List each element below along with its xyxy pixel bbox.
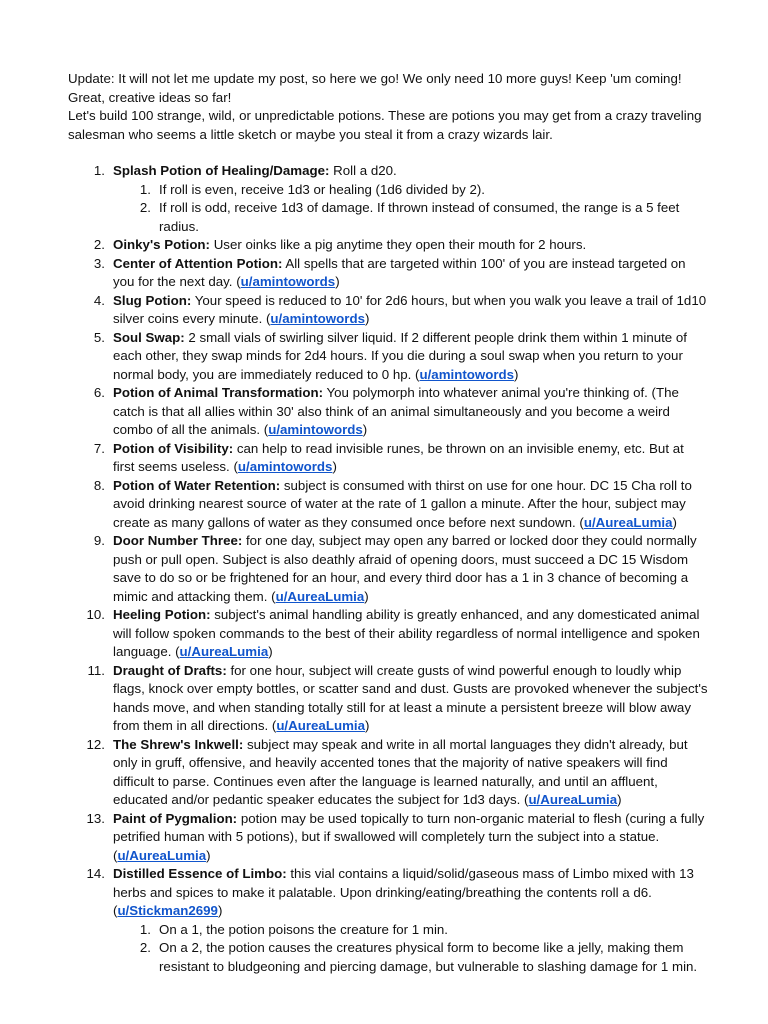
potion-description: this vial contains a liquid/solid/gaseous mass of Limbo mixed with 13 herbs and spices to make it palatable. Upon drinking/eating/breathing the contents roll a d6. ( xyxy=(113,866,694,918)
potion-title: Paint of Pygmalion: xyxy=(113,810,238,826)
sub-list-item xyxy=(113,199,708,236)
potion-title: Potion of Water Retention: xyxy=(113,477,281,493)
sub-list-text: On a 2, the potion causes the creatures physical form to become like a jelly, making them resistant to bludgeoning and piercing damage, but vulnerable to slashing damage for 1 min. xyxy=(159,940,698,974)
closing-paren: ) xyxy=(364,718,370,733)
potion-item xyxy=(68,810,708,866)
potion-item xyxy=(68,236,708,255)
list-number: 9. xyxy=(93,533,105,548)
potion-title: Center of Attention Potion: xyxy=(113,255,283,271)
potion-description: for one day, subject may open any barred or locked door they could normally push or pull open. Subject is also deathly afraid of opening doors, must succeed a DC 15 Wisdom save to do so or be frightened for an hour, and every third door has a 1 in 3 chance of becoming a mimic and attacking them. ( xyxy=(113,533,697,604)
list-number: 8. xyxy=(93,477,105,493)
intro-update-line: Update: It will not let me update my post, so here we go! We only need 10 more guys! Keep 'um coming! Great, creative ideas so far! xyxy=(68,71,682,105)
potion-description: Roll a d20. xyxy=(329,163,397,178)
potion-title: Door Number Three: xyxy=(113,533,243,548)
potion-title: Potion of Visibility: xyxy=(113,440,234,456)
potion-description: subject's animal handling ability is greatly enhanced, and any domesticated animal will follow spoken commands to the best of their ability regardless of normal intelligence and spoken language. ( xyxy=(113,607,700,659)
potion-item xyxy=(68,736,708,810)
potion-list xyxy=(68,162,708,976)
closing-paren: ) xyxy=(362,422,368,437)
list-number: 12. xyxy=(86,736,105,752)
potion-description: Your speed is reduced to 10' for 2d6 hours, but when you walk you leave a trail of 1d10 silver coins every minute. ( xyxy=(113,292,707,326)
closing-paren: ) xyxy=(335,274,340,289)
list-number: 7. xyxy=(93,440,105,456)
potion-item xyxy=(68,477,708,533)
list-number: 11. xyxy=(87,662,105,678)
username-link[interactable]: u/AureaLumia xyxy=(276,718,365,733)
sub-list xyxy=(113,181,708,237)
potion-description: subject may speak and write in all mortal languages they didn't already, but only in gruff, offensive, and heavily accented tones that the majority of native speakers will find difficult to parse. Continues even after the language is learned naturally, and until an affluent, educated and/or pedantic speaker educates the subject for 1d3 days. ( xyxy=(113,736,688,807)
potion-title: Draught of Drafts: xyxy=(113,662,227,678)
potion-item xyxy=(68,662,708,736)
sub-list-item xyxy=(113,939,708,976)
list-number: 5. xyxy=(93,329,105,345)
sub-list-number: 1. xyxy=(139,921,151,937)
sub-list-number: 2. xyxy=(139,940,151,955)
username-link[interactable]: u/AureaLumia xyxy=(583,514,673,530)
list-number: 4. xyxy=(93,292,105,308)
username-link[interactable]: u/AureaLumia xyxy=(275,588,365,604)
potion-description: for one hour, subject will create gusts of wind powerful enough to loudly whip flags, knock over empty bottles, or scatter sand and dust. Gusts are provoked whenever the subject's hands move, and when standing totally still for at least a minute a persistent breeze will blow away from them in all directions. ( xyxy=(113,662,708,733)
potion-description: All spells that are targeted within 100' of you are instead targeted on you for the next day. ( xyxy=(113,255,686,289)
closing-paren: ) xyxy=(268,644,273,659)
potion-title: Potion of Animal Transformation: xyxy=(113,385,324,400)
closing-paren: ) xyxy=(332,459,337,474)
potion-item xyxy=(68,255,708,292)
closing-paren: ) xyxy=(364,311,370,326)
potion-title: The Shrew's Inkwell: xyxy=(113,736,244,752)
sub-list-text: If roll is odd, receive 1d3 of damage. If thrown instead of consumed, the range is a 5 feet radius. xyxy=(159,200,680,234)
potion-item xyxy=(68,329,708,385)
potion-item xyxy=(68,865,708,976)
potion-description: 2 small vials of swirling silver liquid. If 2 different people drink them within 1 minute of each other, they swap minds for 2d4 hours. If you die during a soul swap when you return to your normal body, you are immediately reduced to 0 hp. ( xyxy=(113,329,687,382)
potion-title: Oinky's Potion: xyxy=(113,237,210,252)
potion-item xyxy=(68,292,708,329)
closing-paren: ) xyxy=(617,792,622,807)
username-link[interactable]: u/Stickman2699 xyxy=(117,903,218,918)
sub-list-item xyxy=(113,921,708,940)
potion-description: can help to read invisible runes, be thrown on an invisible enemy, etc. But at first seems useless. ( xyxy=(113,440,684,474)
potion-item xyxy=(68,440,708,477)
potion-title: Distilled Essence of Limbo: xyxy=(113,866,287,881)
potion-description: subject is consumed with thirst on use for one hour. DC 15 Cha roll to avoid drinking nearest source of water at the rate of 1 gallon a minute. After the hour, subject may create as many gallons of water as they consumed once before next sundown. ( xyxy=(113,477,692,530)
potion-description: You polymorph into whatever animal you're thinking of. (The catch is that all allies within 30' also think of an animal simultaneously and you become a weird combo of all the animals. ( xyxy=(113,385,679,437)
list-number: 1. xyxy=(93,163,105,178)
potion-item xyxy=(68,384,708,440)
username-link[interactable]: u/AureaLumia xyxy=(528,792,618,807)
potion-title: Soul Swap: xyxy=(113,329,185,345)
sub-list-item xyxy=(113,181,708,200)
list-number: 2. xyxy=(93,237,105,252)
username-link[interactable]: u/AureaLumia xyxy=(179,644,269,659)
username-link[interactable]: u/amintowords xyxy=(268,422,363,437)
username-link[interactable]: u/amintowords xyxy=(237,459,333,474)
potion-description: potion may be used topically to turn non-organic material to flesh (curing a fully petrified human with 5 potions), but if swallowed will completely turn the subject into a statue. ( xyxy=(113,810,705,863)
potion-description: User oinks like a pig anytime they open their mouth for 2 hours. xyxy=(210,237,587,252)
closing-paren: ) xyxy=(217,903,223,918)
potion-title: Slug Potion: xyxy=(113,292,192,308)
username-link[interactable]: u/amintowords xyxy=(270,311,365,326)
closing-paren: ) xyxy=(672,514,677,530)
list-number: 13. xyxy=(86,810,105,826)
sub-list-number: 1. xyxy=(139,181,151,197)
sub-list-number: 2. xyxy=(139,200,151,215)
closing-paren: ) xyxy=(514,366,519,382)
potion-title: Splash Potion of Healing/Damage: xyxy=(113,163,330,178)
potion-item xyxy=(68,606,708,662)
username-link[interactable]: u/amintowords xyxy=(240,274,336,289)
username-link[interactable]: u/AureaLumia xyxy=(117,847,207,863)
list-number: 3. xyxy=(93,255,105,271)
closing-paren: ) xyxy=(206,847,211,863)
potion-item xyxy=(68,162,708,236)
potion-item xyxy=(68,532,708,606)
intro xyxy=(68,70,708,144)
list-number: 14. xyxy=(86,866,105,881)
sub-list-text: On a 1, the potion poisons the creature for 1 min. xyxy=(159,921,449,937)
sub-list-text: If roll is even, receive 1d3 or healing (1d6 divided by 2). xyxy=(159,181,485,197)
sub-list xyxy=(113,921,708,977)
list-number: 6. xyxy=(93,385,105,400)
intro-description-line: Let's build 100 strange, wild, or unpredictable potions. These are potions you may get from a crazy traveling salesman who seems a little sketch or maybe you steal it from a crazy wizards lair. xyxy=(68,108,702,142)
username-link[interactable]: u/amintowords xyxy=(419,366,515,382)
potion-title: Heeling Potion: xyxy=(113,607,211,622)
list-number: 10. xyxy=(86,607,105,622)
closing-paren: ) xyxy=(364,588,369,604)
